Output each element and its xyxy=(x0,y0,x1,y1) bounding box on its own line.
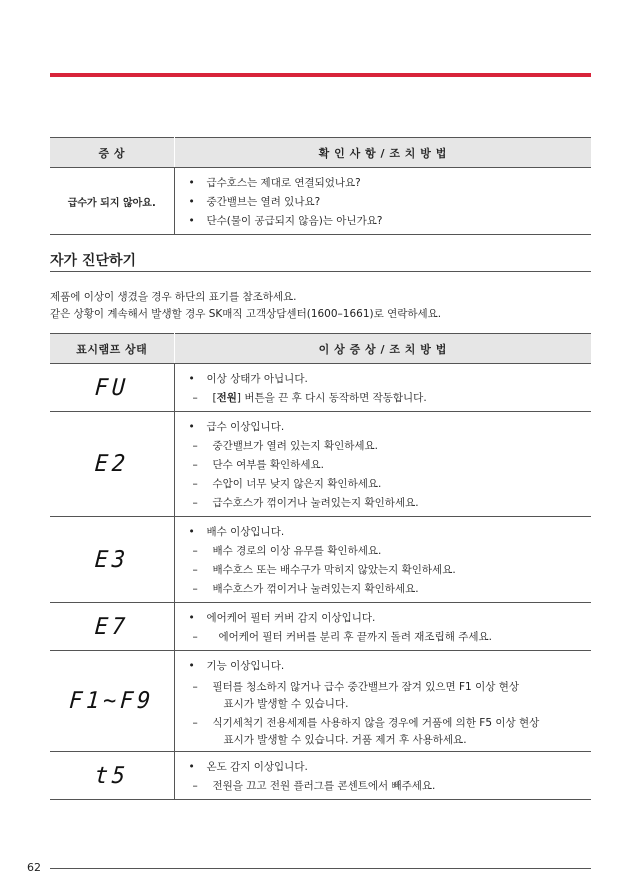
sub-item xyxy=(189,714,592,731)
check-text: 단수(물이 공급되지 않음)는 아닌가요? xyxy=(206,215,383,227)
list-item xyxy=(189,192,592,211)
main-text: 에어케어 필터 커버 감지 이상입니다. xyxy=(206,612,376,624)
sub-text: 배수호스가 꺾이거나 눌려있는지 확인하세요. xyxy=(212,583,419,595)
sub-text: 수압이 너무 낮지 않은지 확인하세요. xyxy=(212,478,382,490)
table-header-row xyxy=(50,138,591,168)
symptom-cell: 급수가 되지 않아요. xyxy=(50,168,174,235)
error-code-f1-f9: F1~F9 xyxy=(68,688,156,714)
table-header-row xyxy=(50,334,591,364)
code-cell xyxy=(50,517,174,603)
header-error-action: 이 상 증 상 / 조 치 방 법 xyxy=(174,334,591,364)
list-item xyxy=(189,608,592,627)
bracket-open: [ xyxy=(212,392,217,404)
header-symptom: 증 상 xyxy=(50,138,174,168)
table-row xyxy=(50,651,591,752)
header-check-action: 확 인 사 항 / 조 치 방 법 xyxy=(174,138,591,168)
dash: – xyxy=(192,544,198,557)
check-text: 중간밸브는 열려 있나요? xyxy=(206,196,321,208)
code-cell xyxy=(50,752,174,800)
main-text: 급수 이상입니다. xyxy=(206,421,285,433)
header-display-lamp: 표시램프 상태 xyxy=(50,334,174,364)
table-row xyxy=(50,752,591,800)
sub-text: 중간밸브가 열려 있는지 확인하세요. xyxy=(212,440,378,452)
list-item xyxy=(189,522,592,541)
table-row xyxy=(50,412,591,517)
dash: – xyxy=(192,496,198,509)
error-code-t5: t5 xyxy=(93,762,130,789)
intro-line-2: 같은 상황이 계속해서 발생할 경우 SK매직 고객상담센터(1600–1661)로 연락하세요. xyxy=(50,308,442,320)
code-cell xyxy=(50,651,174,752)
code-cell xyxy=(50,412,174,517)
code-cell xyxy=(50,364,174,412)
dash: – xyxy=(192,630,198,643)
dash: – xyxy=(192,779,198,792)
sub-item xyxy=(189,493,592,512)
sub-item-continued: 표시가 발생할 수 있습니다. xyxy=(223,697,349,710)
sub-text: 배수호스 또는 배수구가 막히지 않았는지 확인하세요. xyxy=(212,564,456,576)
dash: – xyxy=(192,582,198,595)
sub-item xyxy=(189,436,592,455)
description-cell xyxy=(174,412,591,517)
sub-text-rest: ] 버튼을 끈 후 다시 동작하면 작동합니다. xyxy=(236,392,427,404)
bullet: • xyxy=(188,760,195,773)
error-code-e2: E2 xyxy=(93,451,130,477)
symptom-table xyxy=(50,137,591,235)
sub-text: 식기세척기 전용세제를 사용하지 않을 경우에 거품에 의한 F5 이상 현상 xyxy=(212,717,540,729)
dash: – xyxy=(192,391,198,404)
section-intro xyxy=(50,289,441,323)
description-cell xyxy=(174,364,591,412)
main-text: 배수 이상입니다. xyxy=(206,526,285,538)
checks-cell xyxy=(174,168,591,235)
sub-item xyxy=(189,627,592,646)
sub-item xyxy=(189,474,592,493)
section-title: 자가 진단하기 xyxy=(50,253,137,269)
sub-item xyxy=(189,678,592,695)
error-code-fu: FU xyxy=(93,374,130,401)
intro-line-1: 제품에 이상이 생겼을 경우 하단의 표기를 참조하세요. xyxy=(50,291,297,303)
dash: – xyxy=(192,458,198,471)
description-cell xyxy=(174,651,591,752)
section-divider xyxy=(50,271,591,272)
dash: – xyxy=(192,716,198,729)
list-item xyxy=(189,369,592,388)
footer-rule xyxy=(50,868,591,869)
sub-text: 급수호스가 꺾이거나 눌려있는지 확인하세요. xyxy=(212,497,419,509)
power-label: 전원 xyxy=(216,392,237,404)
error-code-e3: E3 xyxy=(93,546,130,573)
dash: – xyxy=(192,439,198,452)
description-cell xyxy=(174,603,591,651)
list-item xyxy=(189,211,592,230)
sub-text: 배수 경로의 이상 유무를 확인하세요. xyxy=(212,545,382,557)
dash: – xyxy=(192,680,198,693)
sub-item xyxy=(189,579,592,598)
bullet: • xyxy=(188,176,195,189)
table-row xyxy=(50,168,591,235)
table-row xyxy=(50,603,591,651)
sub-item xyxy=(189,776,592,795)
bullet: • xyxy=(188,195,195,208)
main-text: 기능 이상입니다. xyxy=(206,660,285,672)
main-text: 온도 감지 이상입니다. xyxy=(206,761,308,773)
code-cell xyxy=(50,603,174,651)
sub-item-continued: 표시가 발생할 수 있습니다. 거품 제거 후 사용하세요. xyxy=(223,733,467,746)
bullet: • xyxy=(188,525,195,538)
dash: – xyxy=(192,477,198,490)
self-diagnosis-table xyxy=(50,333,591,800)
sub-text xyxy=(213,390,427,405)
description-cell xyxy=(174,752,591,800)
bullet: • xyxy=(188,420,195,433)
sub-text: 에어케어 필터 커버를 분리 후 끝까지 돌려 재조립해 주세요. xyxy=(218,631,492,643)
sub-item xyxy=(189,541,592,560)
bullet: • xyxy=(188,214,195,227)
bullet: • xyxy=(188,611,195,624)
list-item xyxy=(189,417,592,436)
table-row xyxy=(50,517,591,603)
sub-item xyxy=(189,388,592,407)
sub-item xyxy=(189,560,592,579)
page-number: 62 xyxy=(27,861,41,874)
top-accent-rule xyxy=(50,73,591,77)
sub-text: 단수 여부를 확인하세요. xyxy=(212,459,324,471)
list-item xyxy=(189,656,592,675)
table-row xyxy=(50,364,591,412)
sub-text: 전원을 끄고 전원 플러그를 콘센트에서 빼주세요. xyxy=(212,780,436,792)
main-text: 이상 상태가 아닙니다. xyxy=(206,373,308,385)
bullet: • xyxy=(188,372,195,385)
list-item xyxy=(189,173,592,192)
bullet: • xyxy=(188,659,195,672)
dash: – xyxy=(192,563,198,576)
list-item xyxy=(189,757,592,776)
sub-item xyxy=(189,455,592,474)
check-text: 급수호스는 제대로 연결되었나요? xyxy=(206,177,361,189)
description-cell xyxy=(174,517,591,603)
sub-text: 필터를 청소하지 않거나 급수 중간밸브가 잠겨 있으면 F1 이상 현상 xyxy=(212,681,519,693)
error-code-e7: E7 xyxy=(93,613,130,640)
